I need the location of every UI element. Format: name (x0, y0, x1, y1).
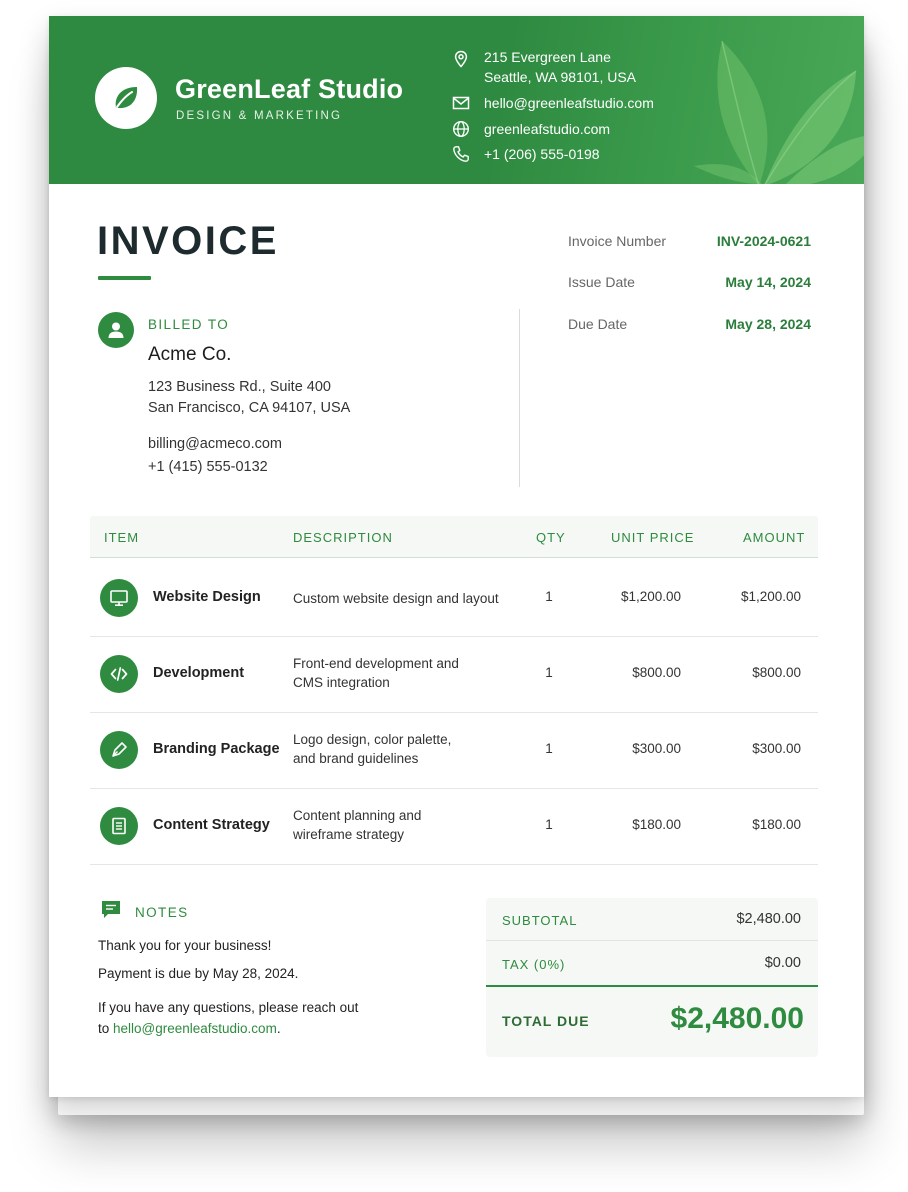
pen-nib-icon (109, 740, 129, 760)
item-unit-price: $300.00 (632, 741, 681, 756)
billed-to-avatar (98, 312, 134, 348)
item-qty: 1 (545, 589, 553, 604)
item-unit-price: $800.00 (632, 665, 681, 680)
billed-to-label: BILLED TO (148, 317, 230, 332)
row-icon (100, 731, 138, 769)
company-phone: +1 (206) 555-0198 (484, 146, 600, 162)
tax-label: TAX (0%) (502, 957, 566, 972)
item-amount: $800.00 (752, 665, 801, 680)
client-address-line1: 123 Business Rd., Suite 400 (148, 379, 331, 395)
item-description-line2: and brand guidelines (293, 751, 419, 766)
header-unit-price: UNIT PRICE (611, 530, 695, 545)
notes-line3: If you have any questions, please reach out (98, 1000, 359, 1015)
company-tagline: DESIGN & MARKETING (176, 110, 343, 122)
document-icon (109, 816, 129, 836)
issue-date-value: May 14, 2024 (725, 274, 811, 290)
table-row (90, 636, 818, 713)
phone-icon (452, 145, 470, 163)
table-row (90, 560, 818, 637)
notes-line4-suffix: . (276, 1021, 281, 1036)
company-email[interactable]: hello@greenleafstudio.com (484, 95, 654, 111)
totals-divider (486, 940, 818, 941)
location-pin-icon (452, 50, 470, 68)
item-name: Website Design (153, 589, 261, 605)
tax-value: $0.00 (764, 955, 801, 971)
globe-icon (452, 120, 470, 138)
table-row (90, 712, 818, 789)
row-icon (100, 579, 138, 617)
row-icon (100, 807, 138, 845)
notes-email-link[interactable]: hello@greenleafstudio.com (113, 1021, 277, 1036)
item-amount: $180.00 (752, 817, 801, 832)
item-name: Development (153, 665, 245, 681)
chat-bubble-icon (100, 899, 122, 921)
item-description-line2: wireframe strategy (293, 827, 405, 842)
invoice-number-label: Invoice Number (568, 233, 667, 249)
totals-box (486, 898, 818, 1057)
table-row (90, 788, 818, 865)
company-name: GreenLeaf Studio (175, 74, 404, 104)
company-logo (95, 67, 157, 129)
company-address-line1: 215 Evergreen Lane (484, 49, 611, 65)
header-qty: QTY (536, 530, 566, 545)
code-icon (109, 664, 129, 684)
invoice-header (49, 16, 864, 184)
total-divider (486, 985, 818, 987)
item-description-line2: CMS integration (293, 675, 390, 690)
item-name: Content Strategy (153, 817, 270, 833)
item-unit-price: $1,200.00 (620, 589, 681, 604)
subtotal-label: SUBTOTAL (502, 913, 578, 928)
item-qty: 1 (545, 741, 553, 756)
notes-line2: Payment is due by May 28, 2024. (98, 966, 299, 981)
invoice-sheet (49, 16, 864, 1097)
user-icon (106, 320, 126, 340)
client-email[interactable]: billing@acmeco.com (148, 436, 282, 452)
item-description-line1: Custom website design and layout (293, 591, 499, 606)
invoice-number-value: INV-2024-0621 (716, 233, 811, 249)
item-description-line1: Logo design, color palette, (293, 732, 452, 747)
notes-line4 (98, 1018, 281, 1039)
item-amount: $300.00 (752, 741, 801, 756)
notes-label: NOTES (135, 905, 189, 920)
due-date-value: May 28, 2024 (725, 316, 811, 332)
client-phone: +1 (415) 555-0132 (148, 459, 268, 475)
header-item: ITEM (104, 530, 140, 545)
title-underline (98, 276, 151, 280)
total-due-label: TOTAL DUE (502, 1013, 590, 1029)
section-divider (519, 309, 520, 487)
item-amount: $1,200.00 (740, 589, 801, 604)
item-description-line1: Content planning and (293, 808, 422, 823)
items-table-header (90, 516, 818, 558)
notes-line1: Thank you for your business! (98, 938, 272, 953)
notes-line4-prefix: to (98, 1021, 114, 1036)
company-address-line2: Seattle, WA 98101, USA (484, 69, 637, 85)
item-description-line1: Front-end development and (293, 656, 459, 671)
item-qty: 1 (545, 817, 553, 832)
subtotal-value: $2,480.00 (736, 911, 801, 927)
item-name: Branding Package (153, 741, 280, 757)
client-name: Acme Co. (148, 344, 232, 365)
header-amount: AMOUNT (743, 530, 806, 545)
item-unit-price: $180.00 (632, 817, 681, 832)
item-qty: 1 (545, 665, 553, 680)
total-due-value: $2,480.00 (670, 1002, 804, 1035)
due-date-label: Due Date (568, 316, 628, 332)
header-description: DESCRIPTION (293, 530, 393, 545)
client-address-line2: San Francisco, CA 94107, USA (148, 400, 351, 416)
leaf-decoration (664, 16, 864, 184)
issue-date-label: Issue Date (568, 274, 635, 290)
invoice-title: INVOICE (97, 219, 279, 263)
envelope-icon (452, 94, 470, 112)
leaf-logo-icon (110, 82, 142, 114)
row-icon (100, 655, 138, 693)
monitor-icon (109, 588, 129, 608)
company-website[interactable]: greenleafstudio.com (484, 121, 611, 137)
